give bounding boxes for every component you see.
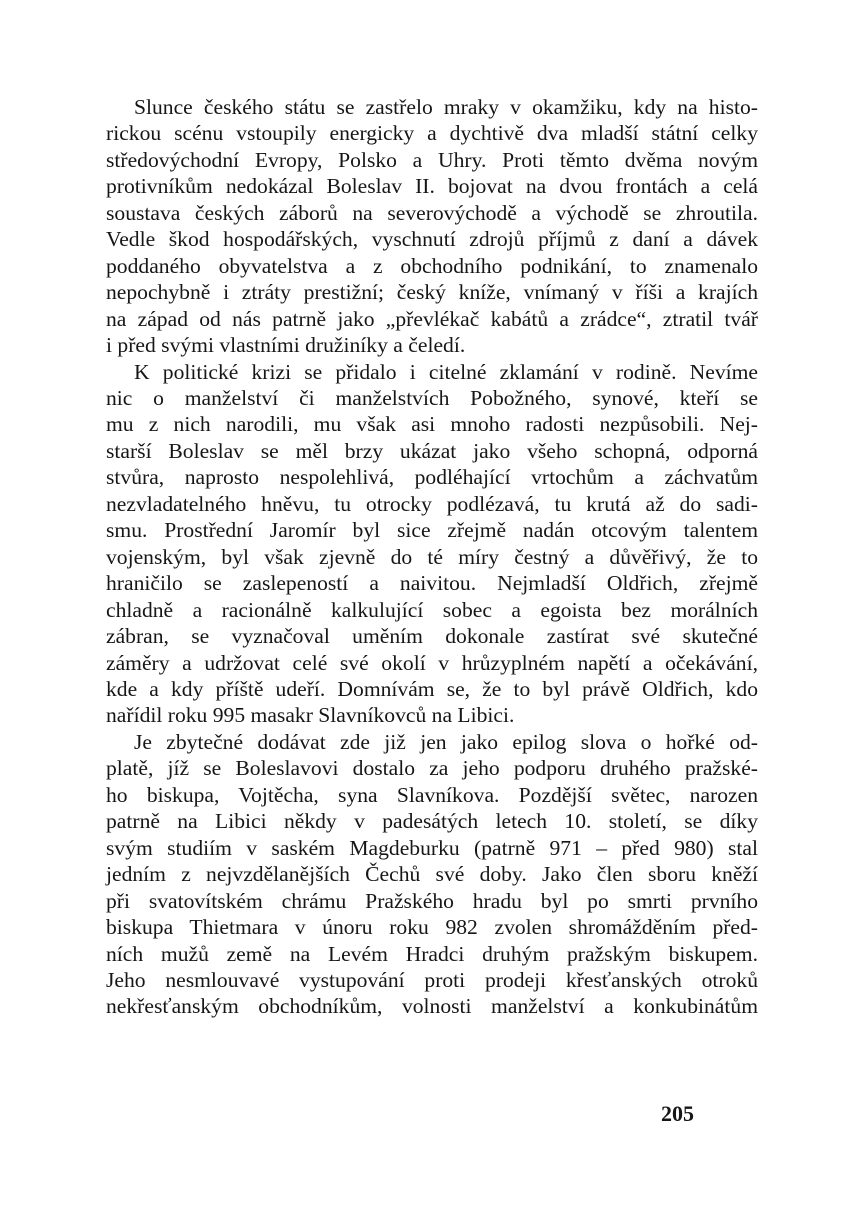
text-line: protivníkům nedokázal Boleslav II. bojovat na dvou frontách a celá <box>106 174 758 199</box>
text-line: středovýchodní Evropy, Polsko a Uhry. Proti těmto dvěma novým <box>106 147 758 172</box>
text-line: ho biskupa, Vojtěcha, syna Slavníkova. Pozdější světec, narozen <box>106 782 758 807</box>
text-line: při svatovítském chrámu Pražského hradu byl po smrti prvního <box>106 888 758 913</box>
text-line: vojenským, byl však zjevně do té míry čestný a důvěřivý, že to <box>106 544 758 569</box>
text-line: stvůra, naprosto nespolehlivá, podléhající vrtochům a záchvatům <box>106 465 758 490</box>
text-line: Jeho nesmlouvavé vystupování proti prodeji křesťanských otroků <box>106 967 758 992</box>
text-line: nekřesťanským obchodníkům, volnosti manželství a konkubinátům <box>106 994 758 1019</box>
page-number: 205 <box>661 1101 694 1126</box>
text-line: i před svými vlastními družiníky a čeledí. <box>106 333 466 358</box>
paragraph <box>106 359 758 729</box>
text-line: starší Boleslav se měl brzy ukázat jako všeho schopná, odporná <box>106 438 758 463</box>
text-line: kde a kdy příště udeří. Domnívám se, že to byl právě Oldřich, kdo <box>106 676 758 701</box>
text-line: chladně a racionálně kalkulující sobec a egoista bez morálních <box>106 597 758 622</box>
paragraph <box>106 729 758 1020</box>
text-line: Vedle škod hospodářských, vyschnutí zdrojů příjmů z daní a dávek <box>106 227 758 252</box>
text-line: biskupa Thietmara v únoru roku 982 zvolen shromážděním před- <box>106 915 758 940</box>
text-line: svým studiím v saském Magdeburku (patrně 971 – před 980) stal <box>106 835 758 860</box>
text-line: platě, jíž se Boleslavovi dostalo za jeho podporu druhého pražské- <box>106 756 758 781</box>
text-line: zábran, se vyznačoval uměním dokonale zastírat své skutečné <box>106 624 758 649</box>
page-body <box>106 94 758 1020</box>
text-line: soustava českých záborů na severovýchodě a východě se zhroutila. <box>106 200 758 225</box>
text-line: mu z nich narodili, mu však asi mnoho radosti nezpůsobili. Nej- <box>106 412 758 437</box>
paragraph <box>106 94 758 359</box>
text-line: K politické krizi se přidalo i citelné zklamání v rodině. Nevíme <box>134 359 758 384</box>
text-line: Je zbytečné dodávat zde již jen jako epilog slova o hořké od- <box>134 729 758 754</box>
text-line: poddaného obyvatelstva a z obchodního podnikání, to znamenalo <box>106 253 758 278</box>
text-line: patrně na Libici někdy v padesátých letech 10. století, se díky <box>106 809 758 834</box>
text-line: ních mužů země na Levém Hradci druhým pražským biskupem. <box>106 941 758 966</box>
text-line: hraničilo se zaslepeností a naivitou. Nejmladší Oldřich, zřejmě <box>106 571 758 596</box>
text-line: na západ od nás patrně jako „převlékač kabátů a zrádce“, ztratil tvář <box>106 306 758 331</box>
text-line: rickou scénu vstoupily energicky a dychtivě dva mladší státní celky <box>106 121 758 146</box>
text-line: Slunce českého státu se zastřelo mraky v okamžiku, kdy na histo- <box>134 95 758 119</box>
text-line: jedním z nejvzdělanějších Čechů své doby. Jako člen sboru kněží <box>106 862 758 887</box>
text-line: nezvladatelného hněvu, tu otrocky podlézavá, tu krutá až do sadi- <box>106 491 758 516</box>
text-line: nařídil roku 995 masakr Slavníkovců na Libici. <box>106 703 515 728</box>
text-line: nepochybně i ztráty prestižní; český kníže, vnímaný v říši a krajích <box>106 280 758 305</box>
text-line: smu. Prostřední Jaromír byl sice zřejmě nadán otcovým talentem <box>106 518 758 543</box>
text-line: nic o manželství či manželstvích Pobožného, synové, kteří se <box>106 385 758 410</box>
text-line: záměry a udržovat celé své okolí v hrůzyplném napětí a očekávání, <box>106 650 758 675</box>
